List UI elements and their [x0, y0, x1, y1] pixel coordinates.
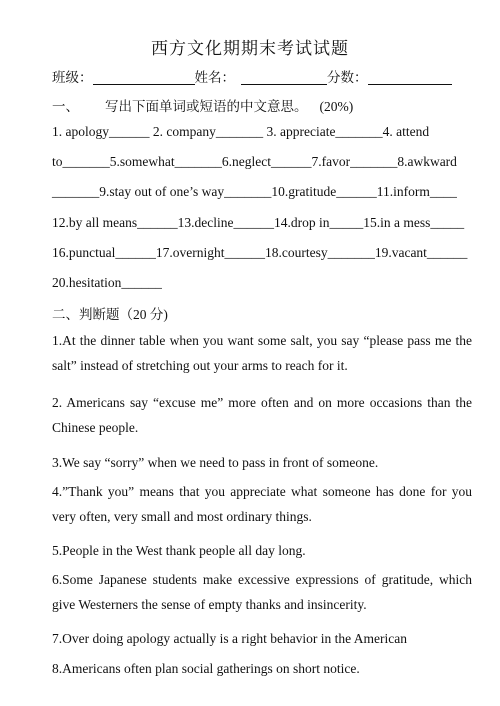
judgment-item-1: 1.At the dinner table when you want some salt, you say “please pass me the salt” instead of stretching out your arms to reach for it.	[52, 333, 472, 373]
judgment-item-4: 4.”Thank you” means that you appreciate what someone has done for you very often, very small and most ordinary things.	[52, 484, 472, 524]
vocab-line-1: 1. apology______ 2. company_______ 3. appreciate_______4. attend	[52, 124, 430, 139]
vocab-line-3: _______9.stay out of one’s way_______10.gratitude______11.inform____	[52, 184, 457, 199]
score-label: 分数：	[327, 70, 368, 85]
vocab-line-4: 12.by all means______13.decline______14.drop in_____15.in a mess_____	[52, 215, 465, 230]
section-1-points: (20%)	[319, 99, 354, 114]
name-label: 姓名：	[194, 70, 235, 85]
section-1-number: 一、	[52, 99, 79, 114]
section-1-instruction: 写出下面单词或短语的中文意思。	[105, 99, 308, 114]
name-blank	[241, 70, 327, 85]
exam-title: 西方文化期期末考试试题	[151, 39, 349, 58]
student-info-line	[52, 66, 452, 86]
judgment-item-8: 8.Americans often plan social gatherings on short notice.	[52, 661, 360, 676]
class-blank	[93, 70, 195, 85]
vocab-line-2: to_______5.somewhat_______6.neglect______7.favor_______8.awkward	[52, 154, 457, 169]
judgment-item-7: 7.Over doing apology actually is a right behavior in the American	[52, 631, 408, 646]
section-2-heading: 二、判断题（20 分)	[52, 307, 168, 322]
judgment-item-2: 2. Americans say “excuse me” more often and on more occasions than the Chinese people.	[52, 395, 472, 435]
judgment-item-3: 3.We say “sorry” when we need to pass in front of someone.	[52, 455, 379, 470]
judgment-item-5: 5.People in the West thank people all day long.	[52, 543, 306, 558]
section-1-heading	[52, 95, 353, 115]
class-label: 班级：	[52, 70, 93, 85]
vocab-line-5: 16.punctual______17.overnight______18.courtesy_______19.vacant______	[52, 245, 468, 260]
vocab-line-6: 20.hesitation______	[52, 275, 162, 290]
score-blank	[368, 70, 452, 85]
judgment-item-6: 6.Some Japanese students make excessive expressions of gratitude, which give Westerners the sense of empty thanks and insincerity.	[52, 572, 472, 612]
